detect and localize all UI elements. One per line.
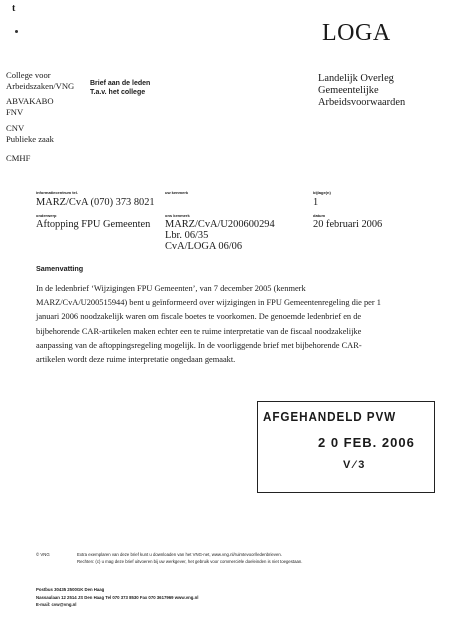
addressee [90,79,150,97]
body-line: In de ledenbrief ‘Wijzigingen FPU Gemeenten’, van 7 december 2005 (kenmerk [36,284,306,293]
bijlagen-value: 1 [313,197,319,208]
addressee-line: Brief aan de leden [90,80,151,87]
organisation-line: Gemeentelijke [318,85,379,96]
address-line: Postbus 30435 2500GK Den Haag [36,587,105,592]
organisation-line: Landelijk Overleg [318,73,394,84]
sidebar-item: FNV [6,107,24,117]
info-label: informatiecentrum tel. [36,190,79,195]
addressee-line: T.a.v. het college [90,89,146,96]
footer-address [36,586,198,609]
sidebar-item: ABVAKABO [6,96,54,106]
ons-kenmerk-label: ons kenmerk [165,213,190,218]
sidebar-item: College voor [6,70,51,80]
sidebar-item: CNV [6,123,25,133]
footer-vng: © VNG [36,552,50,557]
bijlagen-label: bijlage(n) [313,190,331,195]
body-line: januari 2006 noodzakelijk waren om fiscale boetes te voorkomen. De genoemde ledenbrief en de [36,312,362,322]
stamp-date: 2 0 FEB. 2006 [318,435,415,450]
ons-kenmerk-line: MARZ/CvA/U200600294 [165,219,275,230]
disclaimer-line: Extra exemplaren van deze brief kunt u downloaden van het VNG-net, www.vng.nl/ruimtevoor/ledenbrieven. [77,552,282,557]
datum-value: 20 februari 2006 [313,219,383,230]
body-line: artikelen wordt deze ruime interpretatie ongedaan gemaakt. [36,355,236,365]
received-stamp [257,401,435,493]
onderwerp-value: Aftopping FPU Gemeenten [36,219,151,230]
sidebar-item: Arbeidszaken/VNG [6,81,75,91]
samenvatting-body [36,282,419,367]
stamp-initials: V ⁄ 3 [343,459,365,471]
onderwerp-label: onderwerp [36,213,57,218]
samenvatting-heading: Samenvatting [36,264,84,273]
datum-label: datum [313,213,325,218]
body-line: bijbehorende CAR-artikelen maken echter een te ruime interpretatie van de fiscaal noodzakelijke [36,326,362,336]
loga-logo: LOGA [322,20,391,46]
organisation-line: Arbeidsvoorwaarden [318,97,406,108]
ons-kenmerk-line: CvA/LOGA 06/06 [165,241,243,252]
ons-kenmerk-line: Lbr. 06/35 [165,230,209,241]
punch-dot [15,30,18,33]
stamp-title: AFGEHANDELD PVW [263,409,397,424]
ons-kenmerk-value [165,219,275,252]
organisation-block [318,73,405,109]
info-value: MARZ/CvA (070) 373 8021 [36,197,155,208]
sidebar-item: CMHF [6,153,31,163]
body-line: MARZ/CvA/U200515944) bent u geïnformeerd over wijzigingen in FPU Gemeentenregeling die per 1 [36,298,381,308]
footer-disclaimer [77,551,417,565]
sidebar-item: Publieke zaak [6,134,54,144]
top-mark: t [12,3,16,14]
address-line: Nassaulaan 12 2514 JS Den Haag Tel 070 373 8530 Fax 070 3617969 www.vng.nl [36,594,199,600]
sidebar-organisations [6,70,78,164]
disclaimer-line: Rechten: (c) u mag deze brief uitvoeren bij uw werkgever, het gebruik voor commerciële doeleinden is niet toegestaan. [77,559,303,564]
address-line: E-mail: cvw@vng.nl [36,602,77,607]
body-line: aanpassing van de aftoppingsregeling mogelijk. In de voorliggende brief met bijbehorende CAR- [36,340,362,350]
uw-kenmerk-label: uw kenmerk [165,190,189,195]
